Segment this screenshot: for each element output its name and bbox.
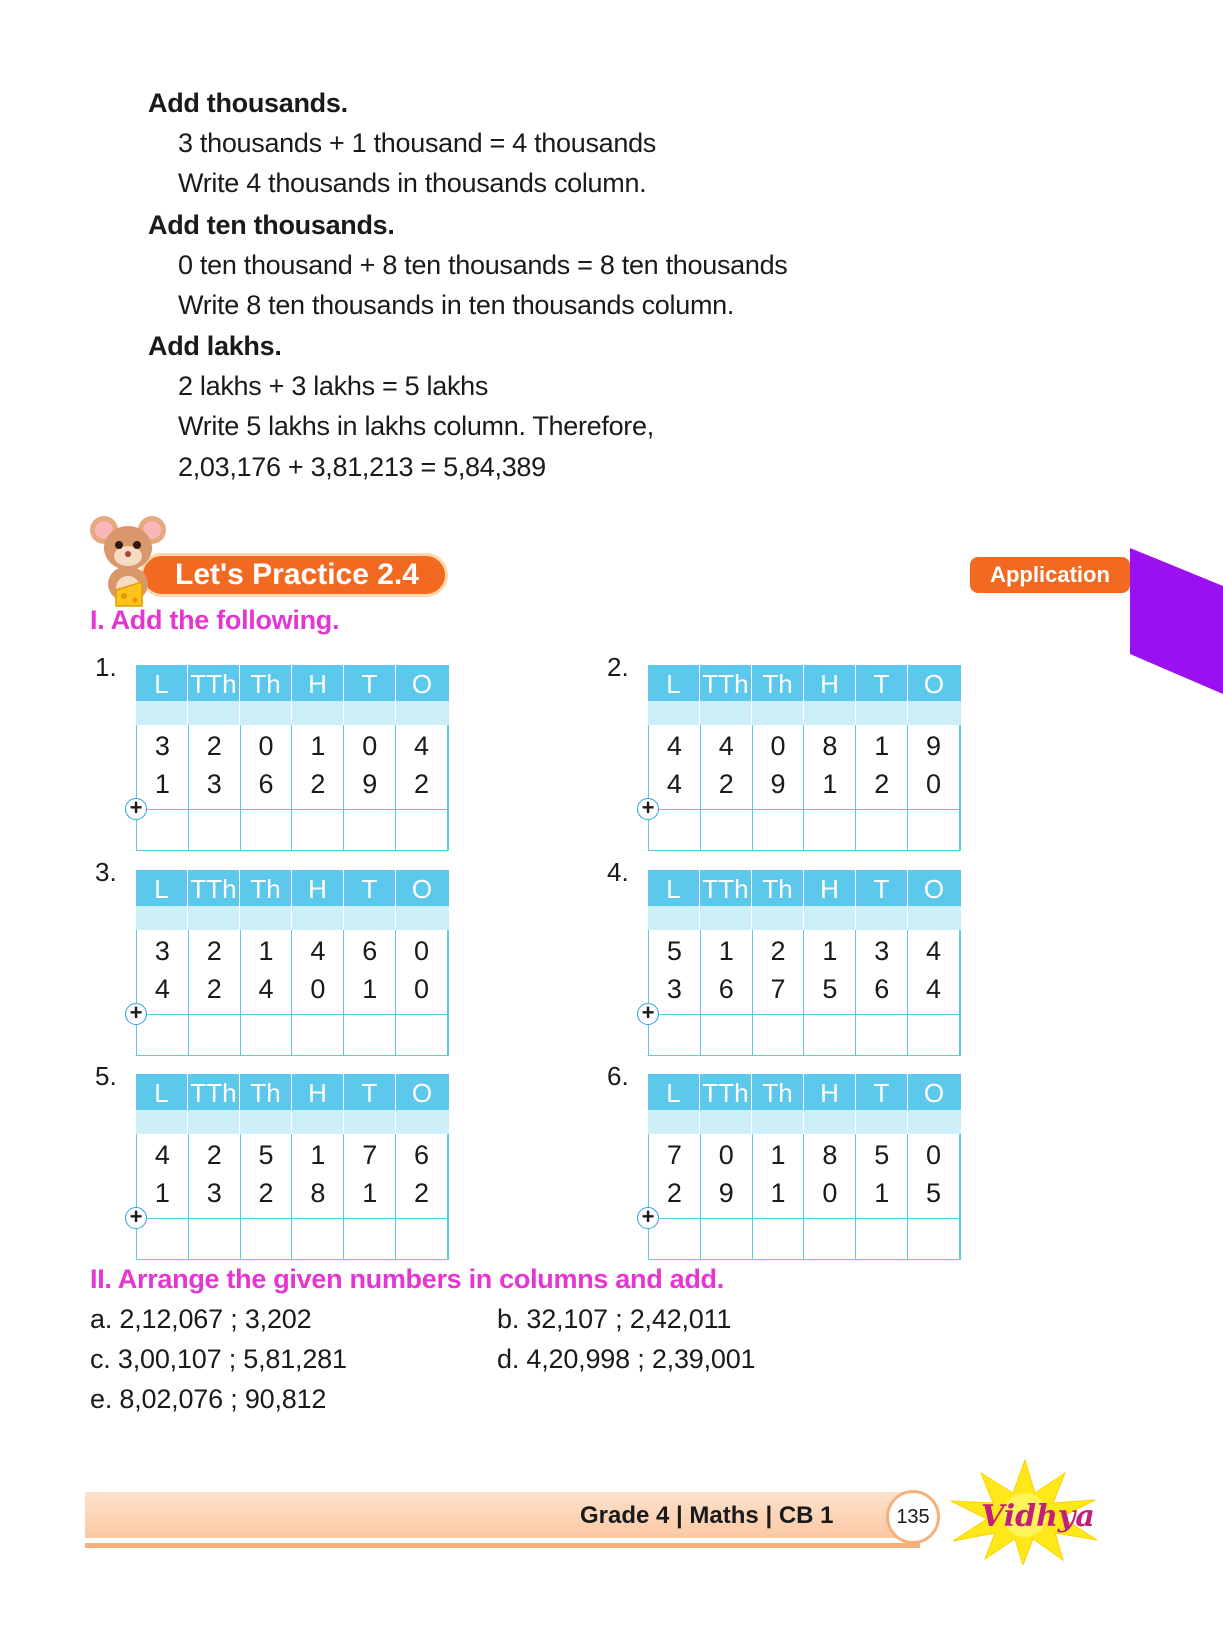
- vidhya-logo: [945, 1455, 1105, 1565]
- addend-2-digit: 8: [310, 1178, 326, 1208]
- subheader-cell: [344, 701, 396, 725]
- digit-column: [804, 725, 856, 850]
- step-line: 3 thousands + 1 thousand = 4 thousands: [178, 128, 656, 158]
- sum-line: [649, 1218, 960, 1219]
- grid-header-row: [648, 665, 961, 701]
- grid-subheader-row: [136, 1110, 449, 1134]
- addend-1-digit: 0: [718, 1140, 734, 1170]
- subheader-cell: [396, 906, 448, 930]
- addend-2-digit: 0: [822, 1178, 838, 1208]
- addend-1-digit: 2: [206, 731, 222, 761]
- addend-1-digit: 1: [258, 936, 274, 966]
- addend-2-digit: 3: [206, 1178, 222, 1208]
- place-value-grid: [641, 870, 961, 1056]
- digit-column: [753, 725, 805, 850]
- addend-1-digit: 8: [822, 1140, 838, 1170]
- digit-column: [856, 930, 908, 1055]
- addend-1-digit: 0: [770, 731, 786, 761]
- addend-2-digit: 9: [770, 769, 786, 799]
- addend-2-digit: 4: [258, 974, 274, 1004]
- exercise-item: a. 2,12,067 ; 3,202: [90, 1304, 312, 1334]
- addend-1-digit: 0: [414, 936, 430, 966]
- digit-column: [753, 1134, 805, 1259]
- exercise-item: b. 32,107 ; 2,42,011: [497, 1304, 732, 1334]
- subheader-cell: [188, 1110, 240, 1134]
- digit-column: [241, 725, 293, 850]
- column-header: L: [648, 1074, 700, 1110]
- digit-column: [753, 930, 805, 1055]
- column-header: O: [411, 874, 433, 904]
- column-header: O: [411, 1078, 433, 1108]
- subheader-cell: [344, 906, 396, 930]
- addend-2-digit: 0: [414, 974, 430, 1004]
- column-header: Th: [240, 870, 292, 906]
- subheader-cell: [700, 1110, 752, 1134]
- subheader-cell: [648, 1110, 700, 1134]
- digit-column: [856, 725, 908, 850]
- place-value-grid: [129, 1074, 449, 1260]
- column-header: H: [292, 1074, 344, 1110]
- column-header: Th: [752, 665, 804, 701]
- addend-1-digit: 4: [718, 731, 734, 761]
- grid-body: [129, 1134, 449, 1260]
- step-heading-thousands: Add thousands.: [148, 88, 348, 118]
- digit-column: [856, 1134, 908, 1259]
- addend-2-digit: 2: [666, 1178, 682, 1208]
- addend-2-digit: 1: [154, 769, 170, 799]
- digit-column: [396, 725, 448, 850]
- addend-1-digit: 4: [310, 936, 326, 966]
- subheader-cell: [908, 1110, 960, 1134]
- addend-2-digit: 2: [310, 769, 326, 799]
- step-result: 2,03,176 + 3,81,213 = 5,84,389: [178, 452, 546, 482]
- addend-1-digit: 7: [362, 1140, 378, 1170]
- subheader-cell: [752, 1110, 804, 1134]
- addend-2-digit: 7: [770, 974, 786, 1004]
- subheader-cell: [344, 1110, 396, 1134]
- sum-line: [137, 1014, 448, 1015]
- addend-1-digit: 1: [310, 731, 326, 761]
- subheader-cell: [292, 701, 344, 725]
- digit-column: [804, 1134, 856, 1259]
- digit-column: [189, 930, 241, 1055]
- column-header: O: [923, 1078, 945, 1108]
- place-value-grid: [641, 1074, 961, 1260]
- addend-1-digit: 1: [874, 731, 890, 761]
- question-number: 3.: [95, 857, 117, 887]
- addend-2-digit: 2: [414, 769, 430, 799]
- addend-1-digit: 2: [770, 936, 786, 966]
- addend-2-digit: 9: [718, 1178, 734, 1208]
- subheader-cell: [804, 906, 856, 930]
- addend-1-digit: 1: [310, 1140, 326, 1170]
- addend-2-digit: 1: [874, 1178, 890, 1208]
- sum-line: [137, 809, 448, 810]
- addend-2-digit: 1: [822, 769, 838, 799]
- digit-column: [649, 1134, 701, 1259]
- column-header: Th: [240, 1074, 292, 1110]
- column-header: TTh: [188, 1074, 240, 1110]
- addend-1-digit: 5: [258, 1140, 274, 1170]
- subheader-cell: [908, 906, 960, 930]
- digit-column: [396, 930, 448, 1055]
- subheader-cell: [136, 906, 188, 930]
- column-header: T: [344, 1074, 396, 1110]
- step-line: Write 5 lakhs in lakhs column. Therefore,: [178, 411, 654, 441]
- addend-2-digit: 2: [258, 1178, 274, 1208]
- plus-sign-icon: +: [125, 1207, 147, 1229]
- column-header: T: [344, 870, 396, 906]
- digit-column: [701, 1134, 753, 1259]
- footer-title: Grade 4 | Maths | CB 1: [580, 1502, 834, 1529]
- subheader-cell: [700, 701, 752, 725]
- subheader-cell: [136, 701, 188, 725]
- plus-sign-icon: +: [125, 1003, 147, 1025]
- digit-column: [344, 930, 396, 1055]
- subheader-cell: [856, 701, 908, 725]
- addend-2-digit: 6: [718, 974, 734, 1004]
- digit-column: [908, 930, 960, 1055]
- addend-2-digit: 4: [926, 974, 942, 1004]
- mouse-mascot-icon: [88, 510, 168, 610]
- step-heading-lakhs: Add lakhs.: [148, 331, 282, 361]
- digit-column: [908, 1134, 960, 1259]
- column-header: H: [804, 1074, 856, 1110]
- addend-1-digit: 5: [666, 936, 682, 966]
- column-header: H: [804, 665, 856, 701]
- column-header: TTh: [188, 665, 240, 701]
- subheader-cell: [856, 906, 908, 930]
- subheader-cell: [188, 701, 240, 725]
- step-heading-ten-thousands: Add ten thousands.: [148, 210, 395, 240]
- column-header: Th: [240, 665, 292, 701]
- subheader-cell: [804, 1110, 856, 1134]
- addend-1-digit: 5: [874, 1140, 890, 1170]
- column-header: Th: [752, 1074, 804, 1110]
- addend-2-digit: 2: [206, 974, 222, 1004]
- subheader-cell: [240, 701, 292, 725]
- addend-2-digit: 4: [666, 769, 682, 799]
- column-header: L: [648, 665, 700, 701]
- digit-column: [701, 930, 753, 1055]
- sum-line: [649, 1014, 960, 1015]
- addend-1-digit: 8: [822, 731, 838, 761]
- digit-column: [292, 1134, 344, 1259]
- digit-column: [137, 1134, 189, 1259]
- grid-subheader-row: [136, 906, 449, 930]
- addend-1-digit: 4: [926, 936, 942, 966]
- column-header: O: [923, 874, 945, 904]
- step-line: Write 8 ten thousands in ten thousands column.: [178, 290, 735, 320]
- addend-1-digit: 2: [206, 936, 222, 966]
- subheader-cell: [856, 1110, 908, 1134]
- grid-subheader-row: [648, 906, 961, 930]
- grid-subheader-row: [136, 701, 449, 725]
- addend-2-digit: 5: [822, 974, 838, 1004]
- column-header: TTh: [700, 1074, 752, 1110]
- column-header: O: [411, 669, 433, 699]
- addend-2-digit: 2: [718, 769, 734, 799]
- column-header: L: [136, 665, 188, 701]
- addend-1-digit: 0: [258, 731, 274, 761]
- addend-2-digit: 6: [874, 974, 890, 1004]
- column-header: Th: [752, 870, 804, 906]
- subheader-cell: [292, 1110, 344, 1134]
- practice-banner: [140, 553, 448, 597]
- addend-1-digit: 4: [666, 731, 682, 761]
- column-header: H: [292, 665, 344, 701]
- column-header: T: [856, 870, 908, 906]
- place-value-grid: [129, 665, 449, 851]
- grid-header-row: [648, 1074, 961, 1110]
- grid-header-row: [648, 870, 961, 906]
- step-line: 2 lakhs + 3 lakhs = 5 lakhs: [178, 371, 489, 401]
- grid-subheader-row: [648, 1110, 961, 1134]
- plus-sign-icon: +: [637, 1003, 659, 1025]
- digit-column: [189, 725, 241, 850]
- digit-column: [649, 725, 701, 850]
- addend-2-digit: 9: [362, 769, 378, 799]
- plus-sign-icon: +: [125, 798, 147, 820]
- addend-2-digit: 5: [926, 1178, 942, 1208]
- column-header: L: [136, 1074, 188, 1110]
- addend-2-digit: 6: [258, 769, 274, 799]
- step-line: 0 ten thousand + 8 ten thousands = 8 ten thousands: [178, 250, 788, 280]
- section-heading-add: I. Add the following.: [90, 605, 340, 635]
- addend-2-digit: 3: [666, 974, 682, 1004]
- subheader-cell: [396, 1110, 448, 1134]
- addend-2-digit: 3: [206, 769, 222, 799]
- page-number: 135: [886, 1490, 940, 1544]
- addend-2-digit: 4: [154, 974, 170, 1004]
- addend-1-digit: 3: [154, 936, 170, 966]
- column-header: O: [923, 669, 945, 699]
- grid-header-row: [136, 1074, 449, 1110]
- digit-column: [189, 1134, 241, 1259]
- addend-2-digit: 0: [310, 974, 326, 1004]
- grid-header-row: [136, 665, 449, 701]
- digit-column: [344, 725, 396, 850]
- practice-title: Let's Practice 2.4: [175, 558, 419, 591]
- logo-text: Vidhya: [981, 1499, 1095, 1534]
- subheader-cell: [804, 701, 856, 725]
- digit-column: [649, 930, 701, 1055]
- digit-column: [292, 930, 344, 1055]
- place-value-grid: [641, 665, 961, 851]
- digit-column: [908, 725, 960, 850]
- subheader-cell: [396, 701, 448, 725]
- addend-2-digit: 2: [414, 1178, 430, 1208]
- addend-1-digit: 6: [414, 1140, 430, 1170]
- exercise-item: c. 3,00,107 ; 5,81,281: [90, 1344, 347, 1374]
- addend-1-digit: 9: [926, 731, 942, 761]
- sum-line: [649, 809, 960, 810]
- digit-column: [137, 930, 189, 1055]
- digit-column: [292, 725, 344, 850]
- grid-body: [641, 725, 961, 851]
- column-header: T: [344, 665, 396, 701]
- question-number: 4.: [607, 857, 629, 887]
- addend-2-digit: 1: [154, 1178, 170, 1208]
- addend-1-digit: 1: [770, 1140, 786, 1170]
- addend-2-digit: 1: [362, 974, 378, 1004]
- section-heading-arrange: II. Arrange the given numbers in columns and add.: [90, 1264, 724, 1294]
- addend-1-digit: 1: [718, 936, 734, 966]
- subheader-cell: [648, 906, 700, 930]
- digit-column: [344, 1134, 396, 1259]
- addend-1-digit: 0: [362, 731, 378, 761]
- step-line: Write 4 thousands in thousands column.: [178, 168, 647, 198]
- subheader-cell: [752, 906, 804, 930]
- plus-sign-icon: +: [637, 1207, 659, 1229]
- plus-sign-icon: +: [637, 798, 659, 820]
- addend-1-digit: 4: [414, 731, 430, 761]
- digit-column: [701, 725, 753, 850]
- addend-1-digit: 4: [154, 1140, 170, 1170]
- subheader-cell: [136, 1110, 188, 1134]
- digit-column: [241, 930, 293, 1055]
- question-number: 5.: [95, 1061, 117, 1091]
- question-number: 2.: [607, 652, 629, 682]
- question-number: 1.: [95, 652, 117, 682]
- place-value-grid: [129, 870, 449, 1056]
- column-header: H: [804, 870, 856, 906]
- subheader-cell: [908, 701, 960, 725]
- column-header: T: [856, 1074, 908, 1110]
- addend-1-digit: 3: [154, 731, 170, 761]
- column-header: TTh: [188, 870, 240, 906]
- digit-column: [137, 725, 189, 850]
- footer-divider: [85, 1543, 920, 1548]
- subheader-cell: [240, 1110, 292, 1134]
- addend-1-digit: 2: [206, 1140, 222, 1170]
- addend-2-digit: 2: [874, 769, 890, 799]
- addend-1-digit: 6: [362, 936, 378, 966]
- subheader-cell: [700, 906, 752, 930]
- sum-line: [137, 1218, 448, 1219]
- column-header: L: [136, 870, 188, 906]
- digit-column: [241, 1134, 293, 1259]
- column-header: L: [648, 870, 700, 906]
- column-header: TTh: [700, 665, 752, 701]
- grid-body: [641, 930, 961, 1056]
- subheader-cell: [188, 906, 240, 930]
- addend-1-digit: 3: [874, 936, 890, 966]
- digit-column: [804, 930, 856, 1055]
- subheader-cell: [752, 701, 804, 725]
- subheader-cell: [240, 906, 292, 930]
- grid-body: [129, 725, 449, 851]
- addend-1-digit: 0: [926, 1140, 942, 1170]
- question-number: 6.: [607, 1061, 629, 1091]
- grid-subheader-row: [648, 701, 961, 725]
- grid-header-row: [136, 870, 449, 906]
- addend-2-digit: 0: [926, 769, 942, 799]
- addend-1-digit: 1: [822, 936, 838, 966]
- column-header: T: [856, 665, 908, 701]
- digit-column: [396, 1134, 448, 1259]
- addend-1-digit: 7: [666, 1140, 682, 1170]
- subheader-cell: [648, 701, 700, 725]
- application-badge: Application: [970, 557, 1130, 593]
- exercise-item: e. 8,02,076 ; 90,812: [90, 1384, 327, 1414]
- column-header: TTh: [700, 870, 752, 906]
- grid-body: [641, 1134, 961, 1260]
- exercise-item: d. 4,20,998 ; 2,39,001: [497, 1344, 756, 1374]
- addend-2-digit: 1: [362, 1178, 378, 1208]
- column-header: H: [292, 870, 344, 906]
- side-tab-decoration: [1130, 548, 1223, 694]
- addend-2-digit: 1: [770, 1178, 786, 1208]
- grid-body: [129, 930, 449, 1056]
- subheader-cell: [292, 906, 344, 930]
